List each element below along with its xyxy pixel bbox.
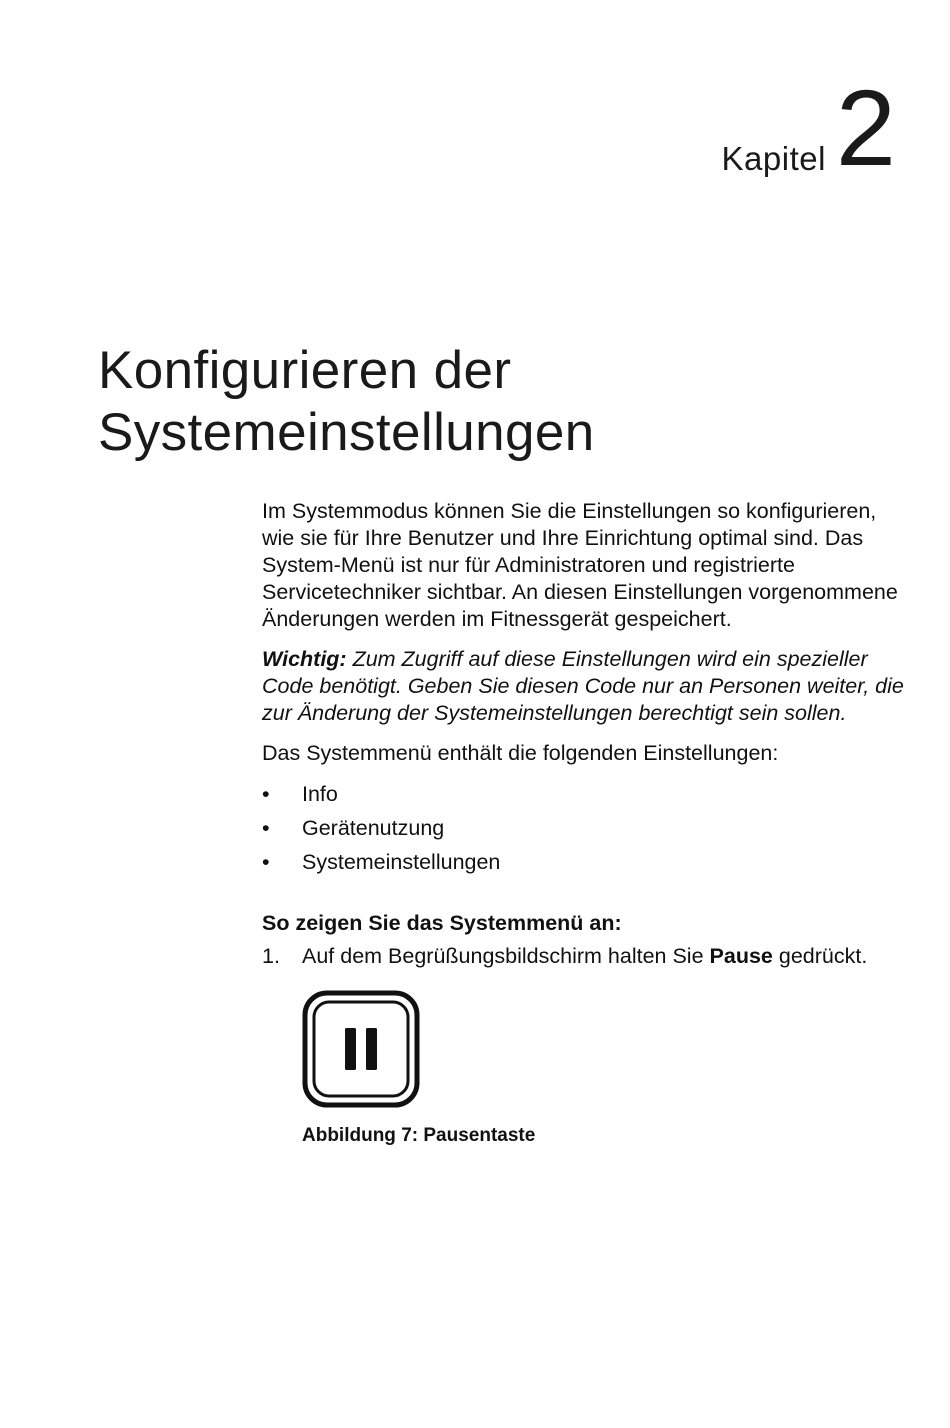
list-item [262, 815, 912, 849]
step-item [262, 943, 912, 970]
important-note-label: Wichtig: [262, 647, 347, 671]
list-item-label: Systemeinstellungen [302, 850, 501, 874]
bullet-icon: • [262, 782, 270, 806]
page-title-line-1: Konfigurieren der [98, 341, 512, 400]
list-item [262, 781, 912, 815]
pause-icon [302, 990, 420, 1108]
settings-list [262, 781, 912, 883]
chapter-number: 2 [835, 67, 896, 188]
step-text-after: gedrückt. [778, 944, 868, 968]
important-note [262, 646, 912, 727]
page-title-line-2: Systemeinstellungen [98, 403, 595, 462]
list-item-label: Info [302, 782, 338, 806]
list-item [262, 849, 912, 883]
chapter-header [721, 67, 896, 188]
main-content [262, 498, 912, 1149]
settings-list-intro: Das Systemmenü enthält die folgenden Einstellungen: [262, 741, 779, 765]
list-item-label: Gerätenutzung [302, 816, 445, 840]
step-number: 1. [262, 944, 280, 968]
intro-paragraph: Im Systemmodus können Sie die Einstellungen so konfigurieren, wie sie für Ihre Benutzer und Ihre Einrichtung optimal sind. Das System-Menü ist nur für Administratoren und registrierte Servicetechniker sichtbar. An diesen Einstellungen vorgenommene Änderungen werden im Fitnessgerät gespeichert. [262, 499, 898, 631]
step-bold-term: Pause [709, 944, 773, 968]
chapter-label: Kapitel [721, 140, 826, 177]
figure-caption: Abbildung 7: Pausentaste [302, 1125, 536, 1146]
step-text-before: Auf dem Begrüßungsbildschirm halten Sie [302, 944, 704, 968]
procedure-steps [262, 943, 912, 970]
important-note-text: Zum Zugriff auf diese Einstellungen wird ein spezieller Code benötigt. Geben Sie diesen Code nur an Personen weiter, die zur Änderung der Systemeinstellungen berechtigt sein sollen. [262, 647, 904, 725]
procedure-heading: So zeigen Sie das Systemmenü an: [262, 911, 622, 935]
page-title [98, 340, 595, 464]
bullet-icon: • [262, 850, 270, 874]
figure-pause-button [302, 990, 912, 1149]
bullet-icon: • [262, 816, 270, 840]
